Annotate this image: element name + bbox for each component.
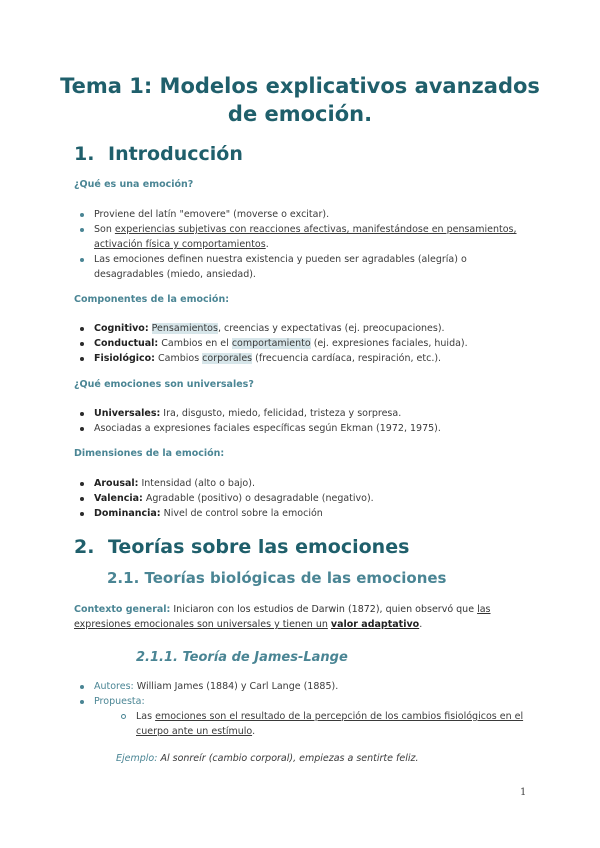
- list-item: Las emociones son el resultado de la percepción de los cambios fisiológicos en el cuerpo ante un estímulo.: [94, 709, 530, 739]
- universal-emotions-heading: ¿Qué emociones son universales?: [74, 379, 254, 390]
- list-item: Propuesta: Las emociones son el resultado de la percepción de los cambios fisiológicos en el cuerpo ante un estímulo.: [74, 694, 530, 739]
- section-1-number: 1.: [74, 143, 95, 165]
- list-item: Las emociones definen nuestra existencia y pueden ser agradables (alegría) o desagradables (miedo, ansiedad).: [74, 252, 530, 282]
- example-line: Ejemplo: Al sonreír (cambio corporal), empiezas a sentirte feliz.: [116, 753, 419, 764]
- what-is-emotion-list: [74, 207, 530, 282]
- universal-emotions-list: [74, 406, 530, 436]
- subsection-2-1-1-heading: 2.1.1. Teoría de James-Lange: [136, 650, 348, 665]
- list-item: Son experiencias subjetivas con reacciones afectivas, manifestándose en pensamientos, activación física y comportamientos.: [74, 222, 530, 252]
- section-2-number: 2.: [74, 536, 95, 558]
- section-2-heading: [74, 535, 409, 559]
- list-item: Conductual: Cambios en el comportamiento (ej. expresiones faciales, huida).: [74, 336, 530, 351]
- james-lange-list: [74, 679, 530, 739]
- section-1-heading: [74, 142, 243, 166]
- dimensions-heading: Dimensiones de la emoción:: [74, 448, 225, 459]
- section-2-title: Teorías sobre las emociones: [108, 536, 410, 558]
- list-item: Autores: William James (1884) y Carl Lange (1885).: [74, 679, 530, 694]
- page-number: 1: [520, 787, 527, 798]
- proposal-sublist: [94, 709, 530, 739]
- list-item: Arousal: Intensidad (alto o bajo).: [74, 476, 530, 491]
- list-item: Proviene del latín "emovere" (moverse o excitar).: [74, 207, 530, 222]
- list-item: Universales: Ira, disgusto, miedo, felicidad, tristeza y sorpresa.: [74, 406, 530, 421]
- components-list: [74, 321, 530, 366]
- dimensions-list: [74, 476, 530, 521]
- list-item: Asociadas a expresiones faciales específicas según Ekman (1972, 1975).: [74, 421, 530, 436]
- section-1-title: Introducción: [108, 143, 243, 165]
- question-what-is-emotion: ¿Qué es una emoción?: [74, 179, 194, 190]
- document-title: Tema 1: Modelos explicativos avanzados de emoción.: [60, 74, 540, 126]
- components-heading: Componentes de la emoción:: [74, 294, 230, 305]
- subsection-2-1-heading: 2.1. Teorías biológicas de las emociones: [107, 569, 447, 587]
- list-item: Valencia: Agradable (positivo) o desagradable (negativo).: [74, 491, 530, 506]
- list-item: Dominancia: Nivel de control sobre la emoción: [74, 506, 530, 521]
- context-paragraph: Contexto general: Iniciaron con los estudios de Darwin (1872), quien observó que las expresiones emocionales son universales y tienen un valor adaptativo.: [74, 604, 491, 630]
- list-item: Cognitivo: Pensamientos, creencias y expectativas (ej. preocupaciones).: [74, 321, 530, 336]
- list-item: Fisiológico: Cambios corporales (frecuencia cardíaca, respiración, etc.).: [74, 351, 530, 366]
